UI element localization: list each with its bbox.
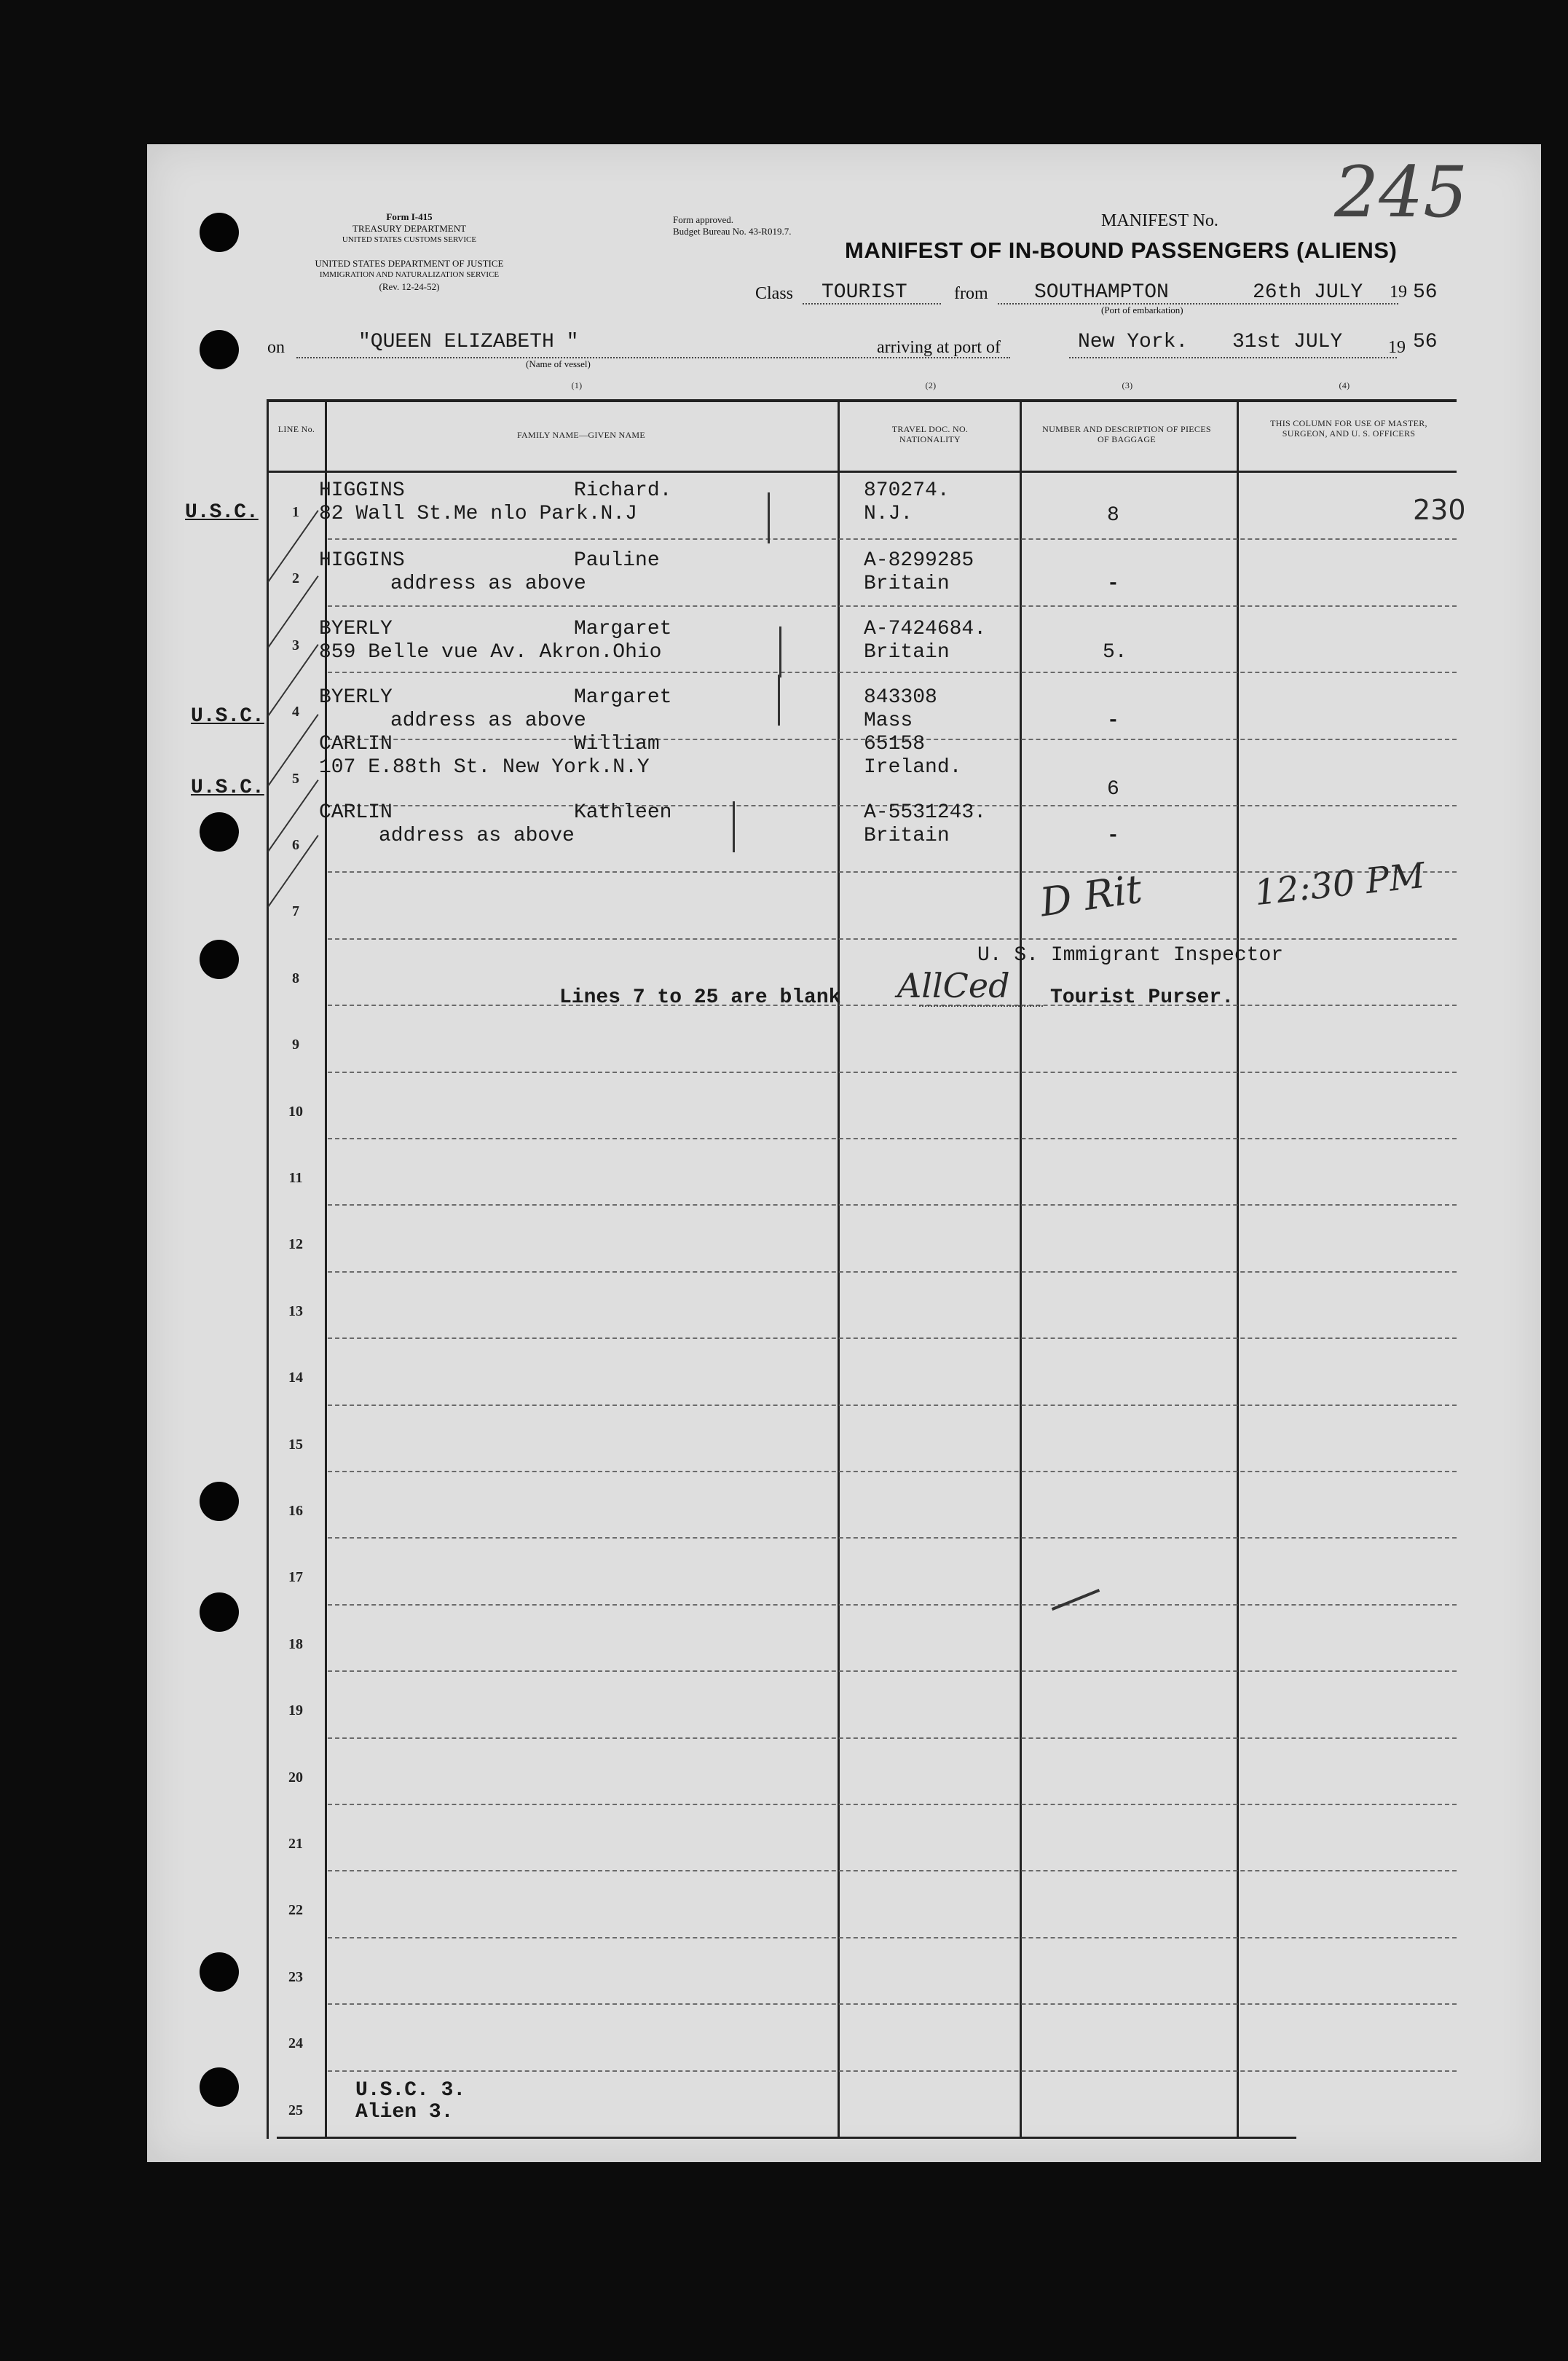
nationality: Britain xyxy=(864,573,950,595)
line-number: 25 xyxy=(288,2102,303,2118)
vessel-name: "QUEEN ELIZABETH " xyxy=(358,331,579,353)
given-name: Margaret xyxy=(574,618,672,640)
line-number: 3 xyxy=(292,637,299,653)
line-number: 14 xyxy=(288,1370,303,1386)
manifest-page xyxy=(147,144,1541,2162)
justice-dept: UNITED STATES DEPARTMENT OF JUSTICE xyxy=(315,258,504,269)
given-name: Pauline xyxy=(574,549,660,572)
treasury-dept: TREASURY DEPARTMENT xyxy=(352,223,467,234)
travel-doc: A-8299285 xyxy=(864,549,974,572)
arrival-year-prefix: 19 xyxy=(1388,338,1406,357)
col-num-officers: (4) xyxy=(1339,380,1350,390)
binder-hole xyxy=(200,2067,239,2107)
row-rule xyxy=(328,1337,1457,1339)
side-mark-usc: U.S.C. xyxy=(185,501,259,524)
arriving-label: arriving at port of xyxy=(877,338,1001,357)
line-number: 5 xyxy=(292,770,299,787)
form-approved: Form approved. xyxy=(673,214,734,225)
row-rule xyxy=(328,1271,1457,1273)
family-name: CARLIN xyxy=(319,801,393,824)
manifest-title: MANIFEST OF IN-BOUND PASSENGERS (ALIENS) xyxy=(845,237,1398,263)
baggage: - xyxy=(1107,825,1119,847)
travel-doc: 65158 xyxy=(864,733,926,755)
table-top-border xyxy=(268,399,1457,402)
inspection-time: 12:30 PM xyxy=(1252,855,1427,914)
departure-year: 56 xyxy=(1413,281,1438,304)
line-number: 11 xyxy=(288,1170,303,1186)
baggage: 8 xyxy=(1107,504,1119,527)
travel-doc: A-5531243. xyxy=(864,801,987,824)
line-number: 21 xyxy=(288,1836,303,1852)
arrival-port: New York. xyxy=(1078,331,1189,353)
officer-note: 230 xyxy=(1413,494,1466,526)
nationality: Ireland. xyxy=(864,756,962,779)
on-label: on xyxy=(267,338,285,357)
row-rule xyxy=(328,605,1457,607)
col-head-line: LINE No. xyxy=(277,424,315,434)
address: address as above xyxy=(390,710,586,732)
row-rule xyxy=(328,672,1457,673)
binder-hole xyxy=(200,812,239,852)
row-rule xyxy=(328,1138,1457,1139)
binder-hole xyxy=(200,330,239,369)
manifest-number: 245 xyxy=(1334,152,1468,233)
baggage: - xyxy=(1107,710,1119,732)
from-value: SOUTHAMPTON xyxy=(1034,281,1169,304)
row-rule xyxy=(328,2003,1457,2005)
baggage: 5. xyxy=(1103,641,1127,664)
line-number: 19 xyxy=(288,1702,303,1719)
binder-hole xyxy=(200,940,239,979)
col-head-baggage: NUMBER AND DESCRIPTION OF PIECES OF BAGGAGE xyxy=(1042,424,1211,444)
table-left-border xyxy=(267,399,269,2139)
col-head-name: FAMILY NAME—GIVEN NAME xyxy=(516,430,646,440)
side-mark-usc: U.S.C. xyxy=(191,777,264,799)
row-rule xyxy=(328,1670,1457,1672)
form-revision: (Rev. 12-24-52) xyxy=(379,281,440,292)
line-number: 20 xyxy=(288,1769,303,1786)
arrival-date: 31st JULY xyxy=(1232,331,1343,353)
col-head-officers: THIS COLUMN FOR USE OF MASTER, SURGEON, AND U. S. OFFICERS xyxy=(1270,418,1427,439)
check-mark xyxy=(733,801,735,852)
row-rule xyxy=(328,1870,1457,1871)
baggage: - xyxy=(1107,573,1119,595)
row-rule xyxy=(328,1471,1457,1472)
binder-hole xyxy=(200,1952,239,1992)
col-num-name: (1) xyxy=(571,380,583,390)
check-mark xyxy=(768,492,770,543)
line-number: 24 xyxy=(288,2035,303,2052)
row-rule xyxy=(328,538,1457,540)
given-name: William xyxy=(574,733,660,755)
family-name: BYERLY xyxy=(319,618,393,640)
row-rule xyxy=(328,1072,1457,1073)
purser-dotline xyxy=(919,1005,1043,1007)
inspector-label: U. S. Immigrant Inspector xyxy=(977,944,1284,967)
totals-usc: U.S.C. 3. xyxy=(355,2079,466,2102)
row-rule xyxy=(328,1804,1457,1805)
col-num-doc: (2) xyxy=(925,380,937,390)
line-number: 22 xyxy=(288,1902,303,1919)
nationality: Britain xyxy=(864,641,950,664)
col-head-doc: TRAVEL DOC. NO. NATIONALITY xyxy=(891,424,969,444)
col-num-baggage: (3) xyxy=(1122,380,1133,390)
purser-label: Tourist Purser. xyxy=(1050,986,1234,1009)
purser-signature: AllCed xyxy=(897,966,1010,1005)
row-rule xyxy=(328,1937,1457,1938)
row-rule xyxy=(328,2070,1457,2072)
given-name: Margaret xyxy=(574,686,672,709)
line-number: 15 xyxy=(288,1436,303,1453)
address: 107 E.88th St. New York.N.Y xyxy=(319,756,650,779)
row-rule xyxy=(328,1737,1457,1739)
class-value: TOURIST xyxy=(822,281,907,304)
arrival-dotline xyxy=(1069,357,1397,358)
address: address as above xyxy=(390,573,586,595)
baggage: 6 xyxy=(1107,778,1119,801)
line-number: 17 xyxy=(288,1569,303,1586)
table-bottom-border xyxy=(277,2137,1296,2139)
vessel-caption: (Name of vessel) xyxy=(526,358,591,369)
manifest-no-label: MANIFEST No. xyxy=(1101,211,1218,230)
nationality: Britain xyxy=(864,825,950,847)
travel-doc: 843308 xyxy=(864,686,937,709)
line-number: 23 xyxy=(288,1968,303,1985)
line-number: 12 xyxy=(288,1236,303,1253)
class-label: Class xyxy=(755,284,794,303)
family-name: CARLIN xyxy=(319,733,393,755)
baggage-col-border xyxy=(1237,399,1239,2139)
form-number: Form I-415 xyxy=(386,211,433,222)
line-number: 9 xyxy=(292,1037,299,1053)
row-rule xyxy=(328,1405,1457,1406)
budget-bureau: Budget Bureau No. 43-R019.7. xyxy=(673,226,792,237)
row-rule xyxy=(328,1537,1457,1539)
line-number: 13 xyxy=(288,1303,303,1319)
nationality: Mass xyxy=(864,710,913,732)
blank-lines-note: Lines 7 to 25 are blank xyxy=(559,986,841,1009)
given-name: Kathleen xyxy=(574,801,672,824)
line-number: 7 xyxy=(292,903,299,920)
departure-year-prefix: 19 xyxy=(1390,283,1407,302)
line-number: 18 xyxy=(288,1635,303,1652)
doc-col-border xyxy=(1020,399,1022,2139)
family-name: HIGGINS xyxy=(319,479,405,502)
check-mark xyxy=(779,626,781,677)
binder-hole xyxy=(200,1592,239,1632)
departure-date: 26th JULY xyxy=(1253,281,1363,304)
row-rule xyxy=(328,1204,1457,1206)
side-mark-usc: U.S.C. xyxy=(191,705,264,728)
name-col-border xyxy=(838,399,840,2139)
header-bottom-border xyxy=(268,471,1457,473)
line-number: 16 xyxy=(288,1503,303,1519)
line-number: 6 xyxy=(292,837,299,853)
travel-doc: A-7424684. xyxy=(864,618,987,640)
row-rule xyxy=(328,1604,1457,1606)
arrival-year: 56 xyxy=(1413,331,1438,353)
line-number: 2 xyxy=(292,570,299,587)
totals-alien: Alien 3. xyxy=(355,2101,454,2124)
check-mark xyxy=(778,675,780,726)
customs-service: UNITED STATES CUSTOMS SERVICE xyxy=(342,235,477,244)
travel-doc: 870274. xyxy=(864,479,950,502)
row-rule xyxy=(328,938,1457,940)
line-number: 1 xyxy=(292,504,299,520)
binder-hole xyxy=(200,213,239,252)
address: 82 Wall St.Me nlo Park.N.J xyxy=(319,503,637,525)
binder-hole xyxy=(200,1482,239,1521)
ins-service: IMMIGRATION AND NATURALIZATION SERVICE xyxy=(319,270,500,279)
family-name: BYERLY xyxy=(319,686,393,709)
family-name: HIGGINS xyxy=(319,549,405,572)
given-name: Richard. xyxy=(574,479,672,502)
inspector-signature: D Rit xyxy=(1037,865,1145,926)
embark-caption: (Port of embarkation) xyxy=(1101,305,1183,315)
nationality: N.J. xyxy=(864,503,913,525)
line-number: 10 xyxy=(288,1103,303,1120)
row-rule xyxy=(328,1005,1457,1006)
address: 859 Belle vue Av. Akron.Ohio xyxy=(319,641,662,664)
from-label: from xyxy=(954,284,988,303)
line-number: 4 xyxy=(292,704,299,720)
stray-pen-mark xyxy=(1052,1589,1100,1611)
address: address as above xyxy=(379,825,575,847)
line-number: 8 xyxy=(292,970,299,986)
